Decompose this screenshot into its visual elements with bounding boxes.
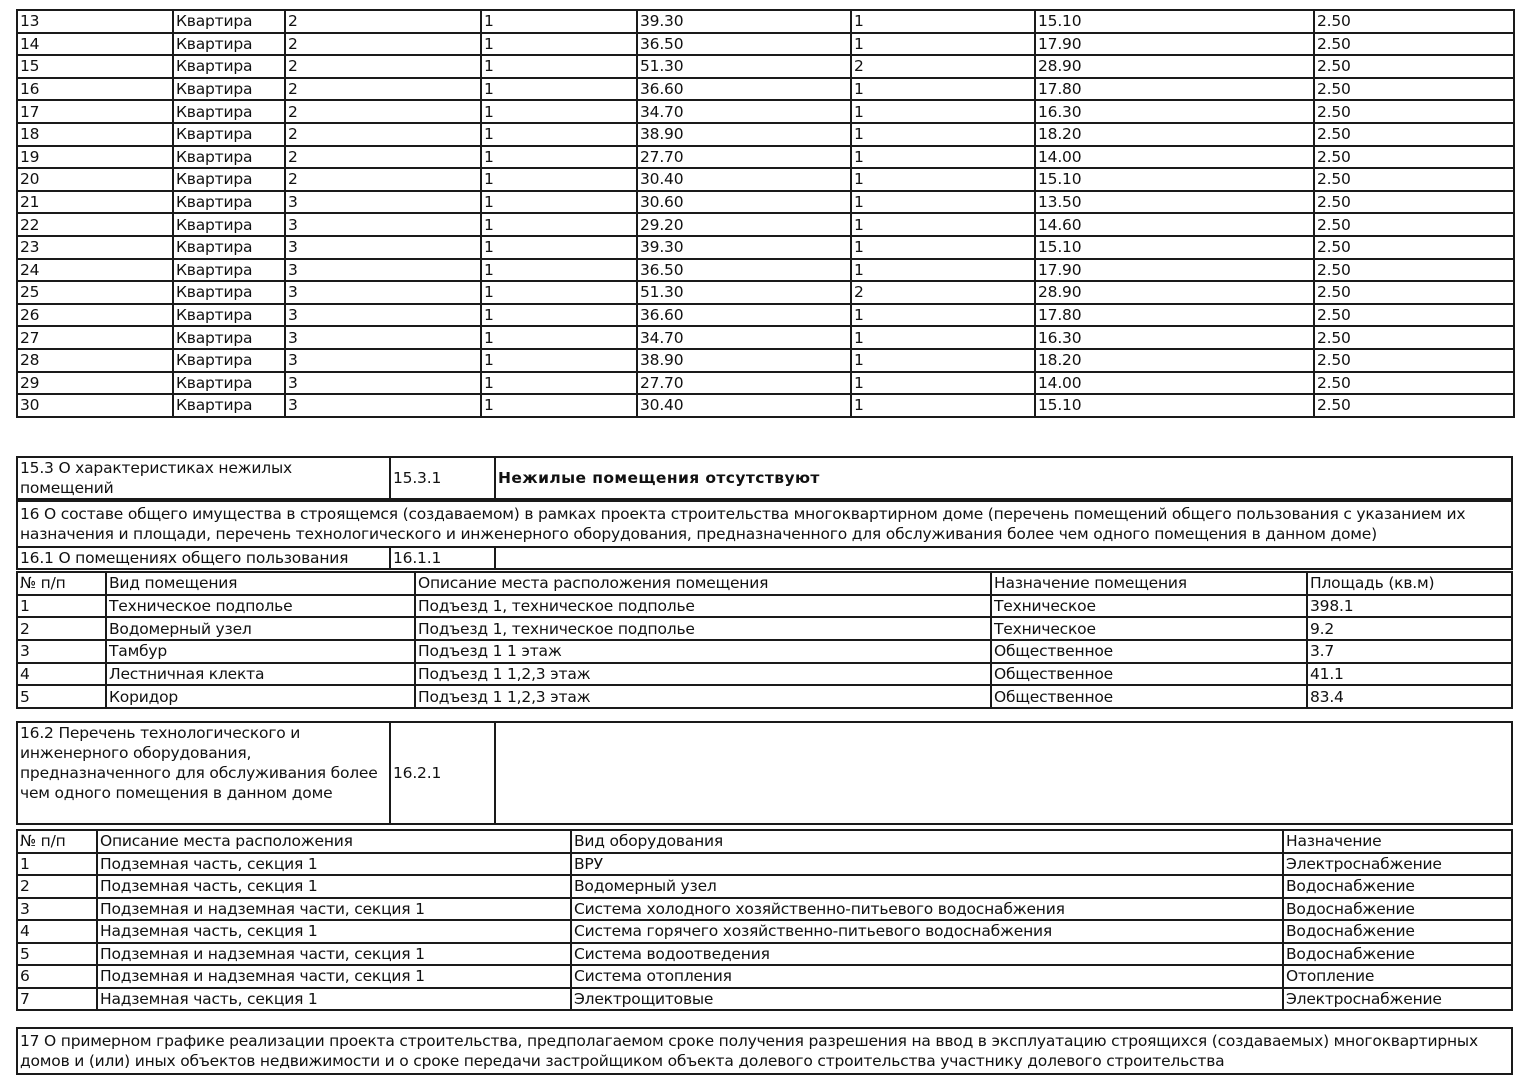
rooms-count: 1 xyxy=(851,191,1035,214)
floor: 2 xyxy=(285,78,481,101)
total-area: 27.70 xyxy=(637,146,851,169)
ceiling-height: 2.50 xyxy=(1314,236,1514,259)
ceiling-height: 2.50 xyxy=(1314,394,1514,417)
total-area: 39.30 xyxy=(637,236,851,259)
common-room-row xyxy=(17,595,1512,618)
equipment-row xyxy=(17,988,1512,1011)
ceiling-height: 2.50 xyxy=(1314,259,1514,282)
total-area: 51.30 xyxy=(637,55,851,78)
section: 1 xyxy=(481,213,637,236)
equipment-number: 4 xyxy=(17,920,97,943)
room-location: Подъезд 1, техническое подполье xyxy=(415,617,991,640)
equipment-type: Система отопления xyxy=(571,965,1283,988)
ceiling-height: 2.50 xyxy=(1314,326,1514,349)
apartment-type: Квартира xyxy=(173,394,285,417)
apartment-type: Квартира xyxy=(173,372,285,395)
room-number: 4 xyxy=(17,663,106,686)
equipment-location: Подземная часть, секция 1 xyxy=(97,875,571,898)
apartment-row xyxy=(17,213,1514,236)
rooms-count: 1 xyxy=(851,146,1035,169)
equipment-row xyxy=(17,965,1512,988)
room-type: Коридор xyxy=(106,685,415,708)
room-number: 2 xyxy=(17,617,106,640)
ceiling-height: 2.50 xyxy=(1314,191,1514,214)
section-15-3 xyxy=(16,456,1513,500)
room-area: 3.7 xyxy=(1307,640,1512,663)
equipment-purpose: Водоснабжение xyxy=(1283,898,1512,921)
section-15-3-value: Нежилые помещения отсутствуют xyxy=(495,457,1512,499)
room-purpose: Общественное xyxy=(991,640,1307,663)
total-area: 34.70 xyxy=(637,326,851,349)
section: 1 xyxy=(481,372,637,395)
apartment-number: 24 xyxy=(17,259,173,282)
section: 1 xyxy=(481,191,637,214)
equipment-purpose: Водоснабжение xyxy=(1283,920,1512,943)
room-type: Тамбур xyxy=(106,640,415,663)
total-area: 36.50 xyxy=(637,33,851,56)
apartment-row xyxy=(17,326,1514,349)
section: 1 xyxy=(481,281,637,304)
rooms-count: 1 xyxy=(851,213,1035,236)
living-area: 15.10 xyxy=(1035,394,1314,417)
ceiling-height: 2.50 xyxy=(1314,123,1514,146)
apartment-row xyxy=(17,146,1514,169)
section: 1 xyxy=(481,123,637,146)
column-header: Описание места расположения xyxy=(97,830,571,853)
section: 1 xyxy=(481,78,637,101)
equipment-type: Система горячего хозяйственно-питьевого водоснабжения xyxy=(571,920,1283,943)
section: 1 xyxy=(481,100,637,123)
floor: 3 xyxy=(285,349,481,372)
equipment-location: Надземная часть, секция 1 xyxy=(97,920,571,943)
apartment-type: Квартира xyxy=(173,33,285,56)
living-area: 14.00 xyxy=(1035,146,1314,169)
floor: 3 xyxy=(285,236,481,259)
living-area: 14.00 xyxy=(1035,372,1314,395)
room-number: 1 xyxy=(17,595,106,618)
section: 1 xyxy=(481,349,637,372)
equipment-purpose: Отопление xyxy=(1283,965,1512,988)
room-type: Лестничная клекта xyxy=(106,663,415,686)
equipment-purpose: Водоснабжение xyxy=(1283,943,1512,966)
apartment-row xyxy=(17,304,1514,327)
apartment-row xyxy=(17,394,1514,417)
section: 1 xyxy=(481,33,637,56)
apartment-type: Квартира xyxy=(173,10,285,33)
total-area: 30.40 xyxy=(637,394,851,417)
equipment-location: Подземная часть, секция 1 xyxy=(97,853,571,876)
column-header: Вид помещения xyxy=(106,572,415,595)
equipment-row xyxy=(17,898,1512,921)
section: 1 xyxy=(481,146,637,169)
apartment-number: 29 xyxy=(17,372,173,395)
total-area: 36.50 xyxy=(637,259,851,282)
rooms-count: 2 xyxy=(851,55,1035,78)
room-location: Подъезд 1 1 этаж xyxy=(415,640,991,663)
section-15-3-label: 15.3 О характеристиках нежилых помещений xyxy=(17,457,390,499)
apartment-row xyxy=(17,281,1514,304)
section-16-2-value xyxy=(495,722,1512,824)
apartment-number: 30 xyxy=(17,394,173,417)
equipment-header-row xyxy=(17,830,1512,853)
apartment-type: Квартира xyxy=(173,326,285,349)
equipment-block xyxy=(16,829,1513,1011)
total-area: 36.60 xyxy=(637,304,851,327)
ceiling-height: 2.50 xyxy=(1314,168,1514,191)
apartment-number: 21 xyxy=(17,191,173,214)
floor: 3 xyxy=(285,259,481,282)
column-header: № п/п xyxy=(17,572,106,595)
column-header: Вид оборудования xyxy=(571,830,1283,853)
section-16-1-label: 16.1 О помещениях общего пользования xyxy=(17,547,390,569)
floor: 2 xyxy=(285,10,481,33)
living-area: 17.90 xyxy=(1035,33,1314,56)
apartment-number: 14 xyxy=(17,33,173,56)
room-location: Подъезд 1, техническое подполье xyxy=(415,595,991,618)
apartment-number: 17 xyxy=(17,100,173,123)
section-16-1 xyxy=(16,546,1513,570)
living-area: 13.50 xyxy=(1035,191,1314,214)
total-area: 51.30 xyxy=(637,281,851,304)
equipment-purpose: Электроснабжение xyxy=(1283,988,1512,1011)
rooms-count: 1 xyxy=(851,168,1035,191)
equipment-type: Система водоотведения xyxy=(571,943,1283,966)
floor: 3 xyxy=(285,191,481,214)
rooms-count: 1 xyxy=(851,10,1035,33)
living-area: 28.90 xyxy=(1035,281,1314,304)
apartment-row xyxy=(17,168,1514,191)
floor: 2 xyxy=(285,33,481,56)
apartment-row xyxy=(17,55,1514,78)
living-area: 15.10 xyxy=(1035,236,1314,259)
rooms-count: 1 xyxy=(851,394,1035,417)
room-area: 41.1 xyxy=(1307,663,1512,686)
apartment-number: 13 xyxy=(17,10,173,33)
rooms-count: 1 xyxy=(851,326,1035,349)
apartment-number: 20 xyxy=(17,168,173,191)
ceiling-height: 2.50 xyxy=(1314,372,1514,395)
apartments-table xyxy=(16,9,1515,418)
section: 1 xyxy=(481,55,637,78)
ceiling-height: 2.50 xyxy=(1314,304,1514,327)
equipment-row xyxy=(17,920,1512,943)
common-room-row xyxy=(17,617,1512,640)
rooms-count: 1 xyxy=(851,236,1035,259)
apartment-type: Квартира xyxy=(173,55,285,78)
room-number: 5 xyxy=(17,685,106,708)
ceiling-height: 2.50 xyxy=(1314,349,1514,372)
floor: 2 xyxy=(285,55,481,78)
equipment-location: Надземная часть, секция 1 xyxy=(97,988,571,1011)
apartment-number: 22 xyxy=(17,213,173,236)
room-purpose: Техническое xyxy=(991,617,1307,640)
floor: 3 xyxy=(285,304,481,327)
ceiling-height: 2.50 xyxy=(1314,78,1514,101)
apartment-row xyxy=(17,372,1514,395)
living-area: 17.80 xyxy=(1035,304,1314,327)
section: 1 xyxy=(481,259,637,282)
apartment-number: 27 xyxy=(17,326,173,349)
room-area: 83.4 xyxy=(1307,685,1512,708)
apartment-number: 23 xyxy=(17,236,173,259)
apartment-type: Квартира xyxy=(173,236,285,259)
equipment-row xyxy=(17,943,1512,966)
equipment-location: Подземная и надземная части, секция 1 xyxy=(97,898,571,921)
ceiling-height: 2.50 xyxy=(1314,100,1514,123)
equipment-type: Электрощитовые xyxy=(571,988,1283,1011)
floor: 2 xyxy=(285,146,481,169)
equipment-number: 3 xyxy=(17,898,97,921)
total-area: 34.70 xyxy=(637,100,851,123)
section-17-heading: 17 О примерном графике реализации проекта строительства, предполагаемом сроке получения разрешения на ввод в эксплуатацию строящихся (создаваемых) многоквартирных домов и (или) иных объектов недвижимости и о сроке передачи застройщиком объекта долевого строительства участнику долевого строительства xyxy=(17,1028,1512,1074)
ceiling-height: 2.50 xyxy=(1314,281,1514,304)
floor: 2 xyxy=(285,100,481,123)
room-purpose: Техническое xyxy=(991,595,1307,618)
section-16-2-label: 16.2 Перечень технологического и инженерного оборудования, предназначенного для обслуживания более чем одного помещения в данном доме xyxy=(17,722,390,824)
living-area: 18.20 xyxy=(1035,349,1314,372)
apartment-row xyxy=(17,259,1514,282)
floor: 2 xyxy=(285,168,481,191)
living-area: 14.60 xyxy=(1035,213,1314,236)
common-rooms-table xyxy=(16,571,1513,709)
common-room-row xyxy=(17,663,1512,686)
apartment-type: Квартира xyxy=(173,146,285,169)
common-room-row xyxy=(17,685,1512,708)
living-area: 16.30 xyxy=(1035,326,1314,349)
floor: 3 xyxy=(285,326,481,349)
apartment-number: 25 xyxy=(17,281,173,304)
rooms-count: 1 xyxy=(851,123,1035,146)
room-area: 9.2 xyxy=(1307,617,1512,640)
apartment-row xyxy=(17,78,1514,101)
room-type: Водомерный узел xyxy=(106,617,415,640)
rooms-count: 1 xyxy=(851,349,1035,372)
room-area: 398.1 xyxy=(1307,595,1512,618)
apartment-type: Квартира xyxy=(173,168,285,191)
apartment-row xyxy=(17,191,1514,214)
apartment-row xyxy=(17,33,1514,56)
apartment-number: 15 xyxy=(17,55,173,78)
apartment-type: Квартира xyxy=(173,78,285,101)
living-area: 17.90 xyxy=(1035,259,1314,282)
ceiling-height: 2.50 xyxy=(1314,146,1514,169)
room-location: Подъезд 1 1,2,3 этаж xyxy=(415,663,991,686)
room-type: Техническое подполье xyxy=(106,595,415,618)
section: 1 xyxy=(481,394,637,417)
apartment-type: Квартира xyxy=(173,100,285,123)
rooms-count: 1 xyxy=(851,78,1035,101)
apartment-type: Квартира xyxy=(173,349,285,372)
apartment-row xyxy=(17,349,1514,372)
living-area: 15.10 xyxy=(1035,168,1314,191)
rooms-count: 1 xyxy=(851,33,1035,56)
column-header: Назначение xyxy=(1283,830,1512,853)
living-area: 16.30 xyxy=(1035,100,1314,123)
equipment-number: 6 xyxy=(17,965,97,988)
section: 1 xyxy=(481,326,637,349)
section-17 xyxy=(16,1027,1513,1075)
equipment-number: 2 xyxy=(17,875,97,898)
total-area: 36.60 xyxy=(637,78,851,101)
apartment-row xyxy=(17,123,1514,146)
equipment-row xyxy=(17,875,1512,898)
equipment-number: 1 xyxy=(17,853,97,876)
section-16 xyxy=(16,500,1513,548)
apartment-type: Квартира xyxy=(173,281,285,304)
floor: 3 xyxy=(285,281,481,304)
apartment-row xyxy=(17,236,1514,259)
common-rooms-header-row xyxy=(17,572,1512,595)
apartment-number: 26 xyxy=(17,304,173,327)
apartment-type: Квартира xyxy=(173,213,285,236)
column-header: № п/п xyxy=(17,830,97,853)
total-area: 38.90 xyxy=(637,349,851,372)
apartment-number: 28 xyxy=(17,349,173,372)
equipment-table xyxy=(16,829,1513,1011)
room-purpose: Общественное xyxy=(991,685,1307,708)
total-area: 27.70 xyxy=(637,372,851,395)
rooms-count: 2 xyxy=(851,281,1035,304)
equipment-location: Подземная и надземная части, секция 1 xyxy=(97,943,571,966)
rooms-count: 1 xyxy=(851,304,1035,327)
equipment-location: Подземная и надземная части, секция 1 xyxy=(97,965,571,988)
ceiling-height: 2.50 xyxy=(1314,33,1514,56)
room-number: 3 xyxy=(17,640,106,663)
total-area: 38.90 xyxy=(637,123,851,146)
equipment-type: Водомерный узел xyxy=(571,875,1283,898)
living-area: 15.10 xyxy=(1035,10,1314,33)
apartment-row xyxy=(17,10,1514,33)
ceiling-height: 2.50 xyxy=(1314,213,1514,236)
apartment-type: Квартира xyxy=(173,123,285,146)
apartment-type: Квартира xyxy=(173,259,285,282)
ceiling-height: 2.50 xyxy=(1314,10,1514,33)
section-16-2-code: 16.2.1 xyxy=(390,722,495,824)
living-area: 28.90 xyxy=(1035,55,1314,78)
common-rooms-block xyxy=(16,571,1513,709)
section-16-2 xyxy=(16,721,1513,825)
total-area: 29.20 xyxy=(637,213,851,236)
equipment-purpose: Водоснабжение xyxy=(1283,875,1512,898)
apartment-row xyxy=(17,100,1514,123)
apartment-type: Квартира xyxy=(173,304,285,327)
living-area: 18.20 xyxy=(1035,123,1314,146)
apartment-type: Квартира xyxy=(173,191,285,214)
section: 1 xyxy=(481,10,637,33)
column-header: Назначение помещения xyxy=(991,572,1307,595)
apartment-number: 18 xyxy=(17,123,173,146)
column-header: Площадь (кв.м) xyxy=(1307,572,1512,595)
total-area: 39.30 xyxy=(637,10,851,33)
rooms-count: 1 xyxy=(851,100,1035,123)
total-area: 30.60 xyxy=(637,191,851,214)
floor: 2 xyxy=(285,123,481,146)
rooms-count: 1 xyxy=(851,372,1035,395)
section-15-3-code: 15.3.1 xyxy=(390,457,495,499)
column-header: Описание места расположения помещения xyxy=(415,572,991,595)
equipment-purpose: Электроснабжение xyxy=(1283,853,1512,876)
living-area: 17.80 xyxy=(1035,78,1314,101)
rooms-count: 1 xyxy=(851,259,1035,282)
floor: 3 xyxy=(285,372,481,395)
apartment-number: 16 xyxy=(17,78,173,101)
ceiling-height: 2.50 xyxy=(1314,55,1514,78)
common-room-row xyxy=(17,640,1512,663)
section: 1 xyxy=(481,236,637,259)
apartment-number: 19 xyxy=(17,146,173,169)
floor: 3 xyxy=(285,394,481,417)
equipment-number: 5 xyxy=(17,943,97,966)
floor: 3 xyxy=(285,213,481,236)
equipment-number: 7 xyxy=(17,988,97,1011)
equipment-type: ВРУ xyxy=(571,853,1283,876)
apartments-table-block xyxy=(16,9,1513,418)
room-purpose: Общественное xyxy=(991,663,1307,686)
total-area: 30.40 xyxy=(637,168,851,191)
section: 1 xyxy=(481,168,637,191)
equipment-row xyxy=(17,853,1512,876)
equipment-type: Система холодного хозяйственно-питьевого водоснабжения xyxy=(571,898,1283,921)
section-16-1-code: 16.1.1 xyxy=(390,547,495,569)
section: 1 xyxy=(481,304,637,327)
section-16-heading: 16 О составе общего имущества в строящемся (создаваемом) в рамках проекта строительства многоквартирном доме (перечень помещений общего пользования с указанием их назначения и площади, перечень технологического и инженерного оборудования, предназначенного для обслуживания более чем одного помещения в данном доме) xyxy=(17,501,1512,547)
room-location: Подъезд 1 1,2,3 этаж xyxy=(415,685,991,708)
section-16-1-value xyxy=(495,547,1512,569)
